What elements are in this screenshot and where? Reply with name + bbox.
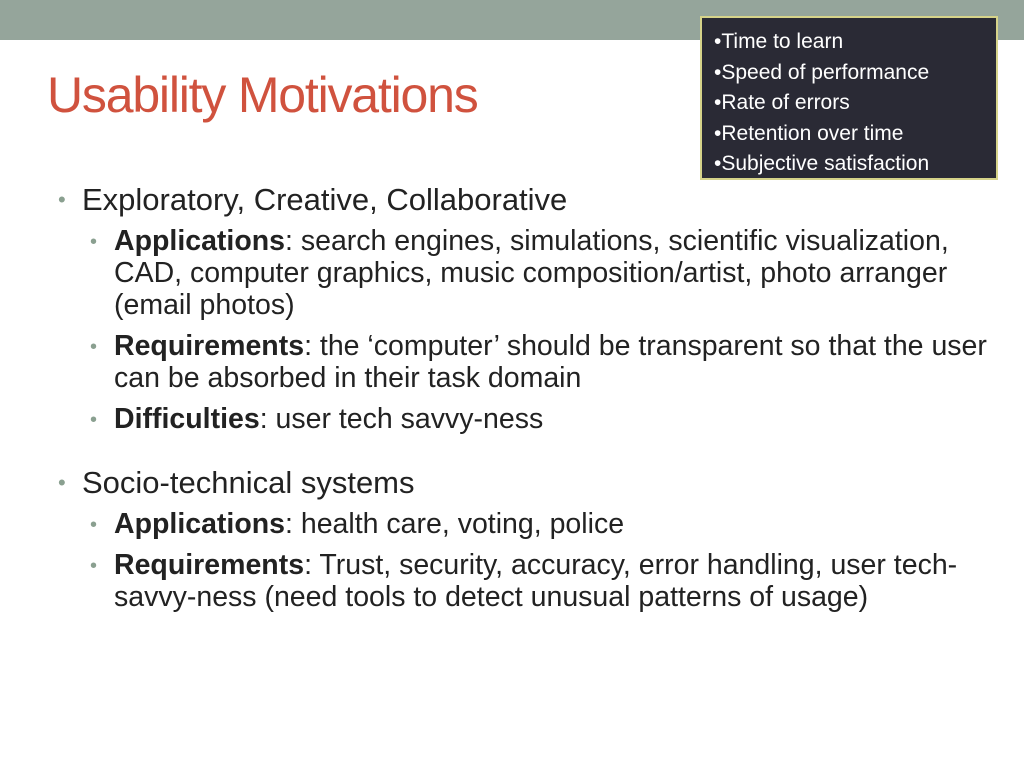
- slide-body: [58, 180, 988, 613]
- bullet-marker: •: [90, 336, 98, 358]
- callout-item: •Rate of errors: [714, 91, 850, 114]
- callout-item: •Retention over time: [714, 121, 904, 145]
- item-label: Applications: [114, 508, 286, 540]
- item-label: Applications: [114, 225, 286, 257]
- section-heading-socio-technical: [58, 463, 988, 503]
- slide-title: Usability Motivations: [47, 67, 478, 123]
- list-item-requirements: [90, 549, 988, 613]
- bullet-marker: •: [90, 555, 98, 577]
- list-item-requirements: [90, 330, 988, 394]
- item-text: : search engines, simulations, scientific visualization, CAD, computer graphics, music composition/artist, photo arranger (email photos): [114, 225, 949, 321]
- callout-item: •Speed of performance: [714, 60, 930, 84]
- item-text: : Trust, security, accuracy, error handling, user tech-savvy-ness (need tools to detect unusual patterns of usage): [114, 549, 958, 613]
- list-item-difficulties: [90, 403, 988, 435]
- item-label: Requirements: [114, 549, 305, 581]
- bullet-marker: •: [90, 231, 98, 253]
- usability-measures-callout: [700, 16, 998, 180]
- list-item-applications: [90, 508, 988, 540]
- item-label: Difficulties: [114, 403, 260, 435]
- section-heading-text: Exploratory, Creative, Collaborative: [82, 182, 568, 217]
- bullet-marker: •: [90, 409, 98, 431]
- list-item-applications: [90, 225, 988, 321]
- callout-item: •Time to learn: [714, 30, 844, 53]
- item-text: : health care, voting, police: [285, 508, 625, 540]
- section-heading-text: Socio-technical systems: [82, 465, 415, 500]
- bullet-marker: •: [58, 470, 66, 495]
- bullet-marker: •: [90, 514, 98, 536]
- section-heading-exploratory: [58, 180, 988, 220]
- item-text: : the ‘computer’ should be transparent so that the user can be absorbed in their task domain: [114, 330, 987, 394]
- item-label: Requirements: [114, 330, 305, 362]
- callout-item: •Subjective satisfaction: [714, 152, 930, 175]
- bullet-marker: •: [58, 187, 66, 212]
- item-text: : user tech savvy-ness: [259, 403, 544, 435]
